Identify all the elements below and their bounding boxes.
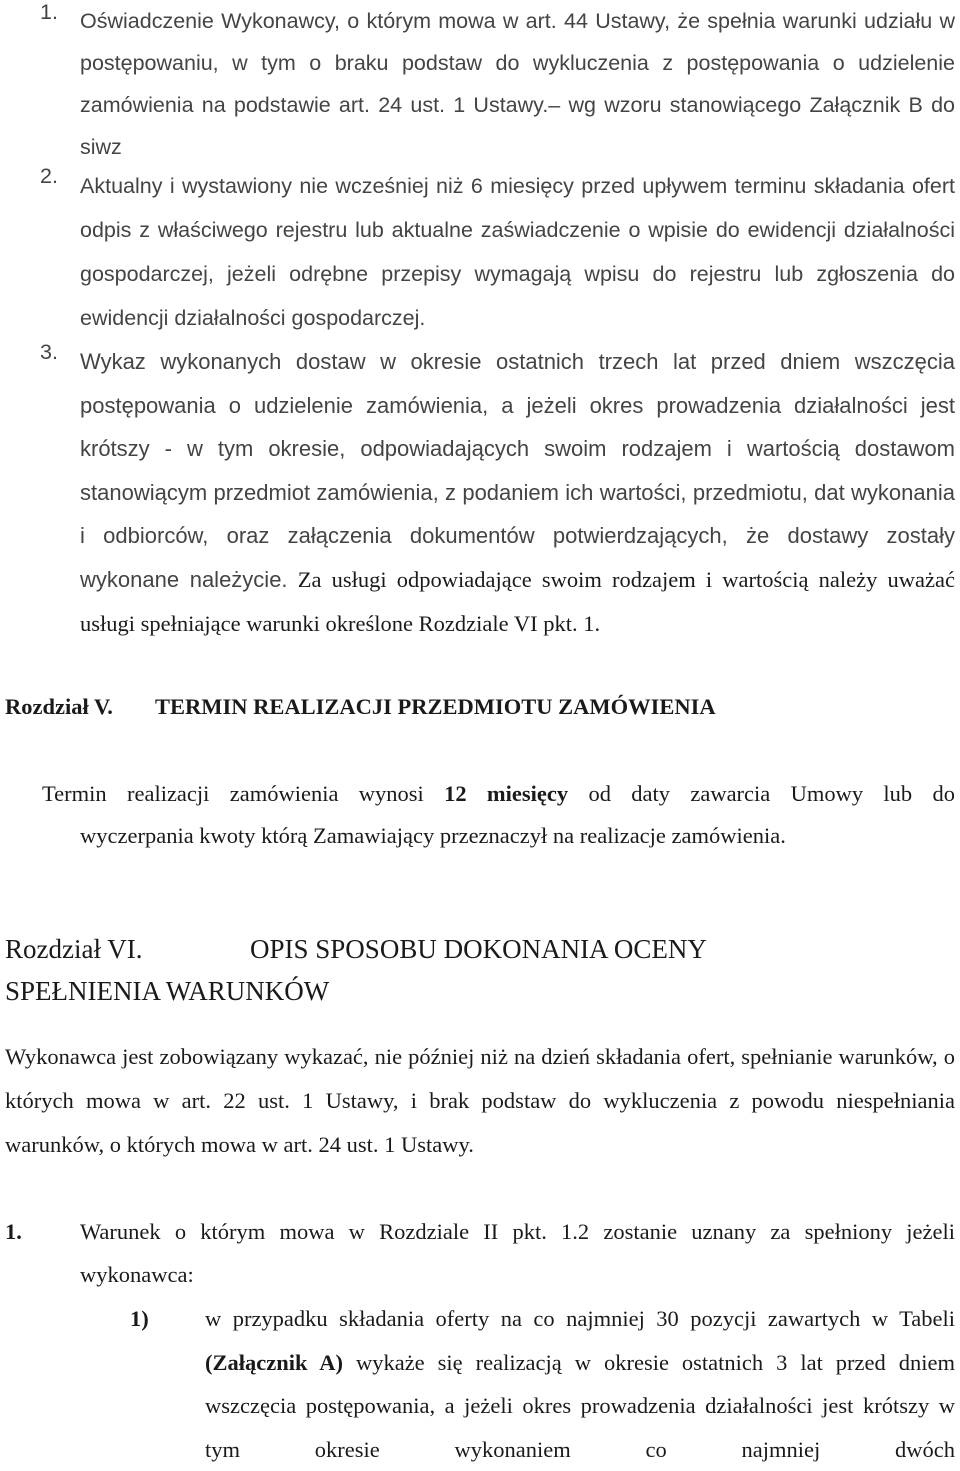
list-item-text-part2: Za usługi odpowiadające swoim rodzajem i wartością należy uważać usługi spełniające warunki określone Rozdziale VI pkt. 1. — [80, 566, 955, 636]
sub-condition-text-after: wykaże się realizacją w okresie ostatnich 3 lat przed dniem wszczęcia postępowania, a jeżeli okres prowadzenia działalności jest krótszy w tym okresie wykonaniem co najmniej dwóch — [205, 1349, 955, 1462]
chapter-title-line2: SPEŁNIENIA WARUNKÓW — [5, 976, 330, 1006]
chapter-label: Rozdział V. — [5, 694, 113, 719]
paragraph-line — [0, 773, 955, 815]
paragraph-bold-text: 12 miesięcy — [444, 781, 569, 806]
list-item — [0, 0, 955, 168]
list-item-text: Aktualny i wystawiony nie wcześniej niż 6 miesięcy przed upływem terminu składania ofert odpis z właściwego rejestru lub aktualne zaświadczenie o wpisie do ewidencji działalności gospodarczej, jeżeli odrębne przepisy wymagają wpisu do rejestru lub zgłoszenia do ewidencji działalności gospodarczej. — [80, 174, 955, 330]
condition-text: Warunek o którym mowa w Rozdziale II pkt. 1.2 zostanie uznany za spełniony jeżeli wykonawca: — [80, 1219, 955, 1287]
list-item-text: Oświadczenie Wykonawcy, o którym mowa w art. 44 Ustawy, że spełnia warunki udziału w postępowaniu, w tym o braku podstaw do wykluczenia z postępowania o udzielenie zamówienia na podstawie art. 24 ust. 1 Ustawy.– wg wzoru stanowiącego Załącznik B do siwz — [80, 9, 955, 159]
condition-number: 1. — [5, 1219, 22, 1244]
list-item-number: 2. — [40, 164, 58, 188]
list-item-text-part1: Wykaz wykonanych dostaw w okresie ostatnich trzech lat przed dniem wszczęcia postępowania o udzielenie zamówienia, a jeżeli okres prowadzenia działalności jest krótszy - w tym okresie, odpowiadających swoim rodzajem i wartością dostawom stanowiącym przedmiot zamówienia, z podaniem ich wartości, przedmiotu, dat wykonania i odbiorców, oraz załączenia dokumentów potwierdzających, że dostawy zostały wykonane należycie. — [80, 349, 955, 592]
sub-condition-text — [205, 1297, 955, 1471]
chapter-title: TERMIN REALIZACJI PRZEDMIOTU ZAMÓWIENIA — [155, 694, 716, 719]
chapter-v-heading — [5, 686, 716, 728]
sub-condition-item — [0, 1297, 955, 1471]
list-item-text — [80, 340, 955, 645]
list-item-number: 3. — [40, 340, 58, 364]
condition-item — [0, 1210, 955, 1296]
chapter-vi-paragraph: Wykonawca jest zobowiązany wykazać, nie później niż na dzień składania ofert, spełnianie warunków, o których mowa w art. 22 ust. 1 Ustawy, i brak podstaw do wykluczenia z powodu niespełniania warunków, o których mowa w art. 24 ust. 1 Ustawy. — [5, 1044, 955, 1157]
paragraph-text: od daty zawarcia Umowy lub do — [568, 781, 955, 806]
list-item — [0, 164, 955, 340]
paragraph-line: wyczerpania kwoty którą Zamawiający przeznaczył na realizacje zamówienia. — [80, 823, 786, 848]
chapter-label: Rozdział VI. — [5, 934, 143, 964]
chapter-v-paragraph — [0, 773, 955, 857]
list-item — [0, 340, 955, 645]
sub-condition-bold-text: (Załącznik A) — [205, 1349, 343, 1375]
list-item-number: 1. — [40, 0, 58, 24]
sub-condition-number: 1) — [130, 1306, 149, 1331]
chapter-title-line1: OPIS SPOSOBU DOKONANIA OCENY — [250, 934, 707, 964]
paragraph-text: Termin realizacji zamówienia wynosi — [42, 781, 445, 806]
sub-condition-text-before: w przypadku składania oferty na co najmniej 30 pozycji zawartych w Tabeli — [205, 1306, 955, 1331]
